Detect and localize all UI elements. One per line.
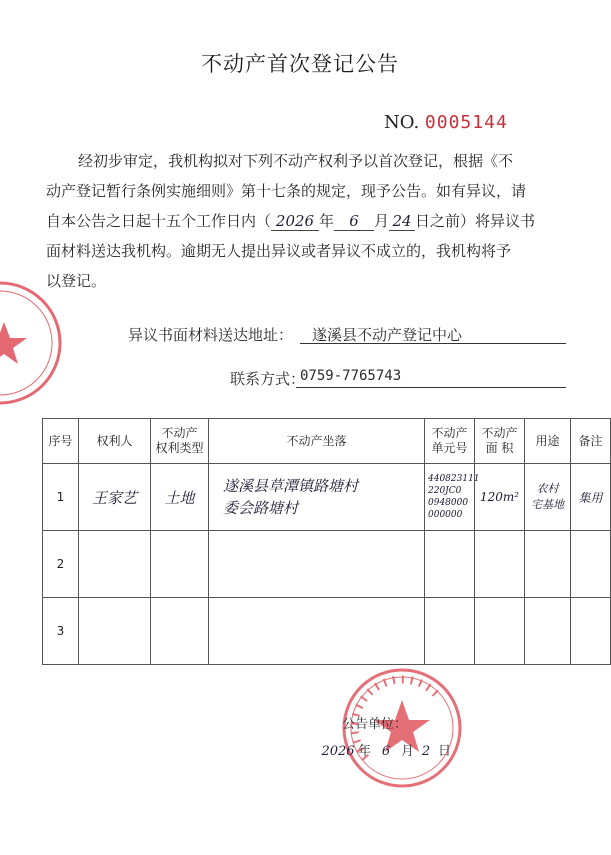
row-right-type — [151, 598, 209, 665]
header-area — [475, 419, 525, 464]
deadline-month-char: 月 — [374, 212, 390, 230]
row-unit-no-l2: 220JC0 — [428, 486, 462, 496]
row-location-l1: 遂溪县草潭镇路塘村 — [223, 477, 359, 495]
header-unit-no — [425, 419, 475, 464]
contact-label: 联系方式： — [230, 370, 306, 388]
issuer-label: 公告单位： — [342, 717, 408, 732]
issue-year: 2026 — [321, 744, 355, 759]
row-right-type: 土地 — [151, 464, 209, 531]
header-unit-no-l2: 单元号 — [431, 441, 468, 455]
issue-month-char: 月 — [401, 744, 415, 759]
row-location — [209, 531, 425, 598]
notice-deadline-prefix: 自本公告之日起十五个工作日内（ — [46, 212, 272, 230]
document-number-label: NO. — [384, 112, 420, 133]
table-row — [43, 464, 611, 531]
row-use-l2: 宅基地 — [531, 498, 564, 511]
row-unit-no-l1: 440823111 — [428, 474, 480, 484]
row-location-l2: 委会路塘村 — [223, 499, 299, 517]
row-holder — [79, 531, 151, 598]
row-no: 3 — [43, 598, 79, 665]
row-unit-no-l3: 0948000 — [428, 498, 469, 508]
header-right-type-l2: 权利类型 — [155, 441, 204, 455]
row-note — [571, 598, 611, 665]
issue-date — [318, 740, 451, 759]
row-no: 1 — [43, 464, 79, 531]
row-note: 集用 — [571, 464, 611, 531]
row-use-l1: 农村 — [536, 482, 559, 495]
header-location: 不动产坐落 — [209, 419, 425, 464]
property-table — [42, 418, 611, 665]
row-use — [525, 464, 571, 531]
row-area: 120m² — [475, 464, 525, 531]
header-area-l2: 面 积 — [485, 441, 514, 455]
issue-year-char: 年 — [358, 744, 372, 759]
row-area — [475, 531, 525, 598]
row-area — [475, 598, 525, 665]
row-use — [525, 598, 571, 665]
issue-month: 6 — [381, 744, 391, 759]
document-number-value: 0005144 — [424, 112, 508, 133]
header-no: 序号 — [43, 419, 79, 464]
document-number — [384, 112, 508, 133]
official-seal-left — [0, 278, 66, 408]
table-row — [43, 531, 611, 598]
header-note: 备注 — [571, 419, 611, 464]
header-holder: 权利人 — [79, 419, 151, 464]
address-value: 遂溪县不动产登记中心 — [312, 326, 463, 344]
row-unit-no-l4: 000000 — [428, 510, 463, 520]
row-location — [209, 598, 425, 665]
header-unit-no-l1: 不动产 — [431, 426, 468, 440]
deadline-day: 24 — [389, 212, 415, 231]
notice-line-5: 以登记。 — [46, 272, 107, 290]
deadline-month: 6 — [334, 212, 374, 231]
contact-value: 0759-7765743 — [300, 368, 402, 384]
row-unit-no — [425, 464, 480, 531]
issue-day-char: 日 — [438, 744, 452, 759]
header-right-type — [151, 419, 209, 464]
notice-line-3 — [46, 210, 535, 231]
notice-line-4: 面材料送达我机构。逾期无人提出异议或者异议不成立的，我机构将予 — [46, 242, 512, 260]
deadline-year-char: 年 — [319, 212, 335, 230]
header-right-type-l1: 不动产 — [161, 426, 198, 440]
header-area-l1: 不动产 — [481, 426, 518, 440]
table-header-row — [43, 419, 611, 464]
row-location — [209, 464, 425, 531]
notice-deadline-suffix: 日之前）将异议书 — [415, 212, 536, 230]
issue-day: 2 — [421, 744, 431, 759]
deadline-year: 2026 — [271, 212, 319, 231]
row-no: 2 — [43, 531, 79, 598]
contact-underline — [296, 387, 566, 388]
table-row — [43, 598, 611, 665]
address-label: 异议书面材料送达地址： — [128, 326, 294, 344]
notice-line-1: 经初步审定，我机构拟对下列不动产权利予以首次登记，根据《不 — [78, 152, 514, 170]
row-holder: 王家艺 — [79, 464, 151, 531]
row-holder — [79, 598, 151, 665]
row-right-type — [151, 531, 209, 598]
row-use — [525, 531, 571, 598]
address-underline — [300, 343, 566, 344]
notice-line-2: 动产登记暂行条例实施细则》第十七条的规定，现予公告。如有异议，请 — [46, 182, 527, 200]
row-unit-no — [425, 531, 475, 598]
row-unit-no — [425, 598, 475, 665]
header-use: 用途 — [525, 419, 571, 464]
row-note — [571, 531, 611, 598]
document-title: 不动产首次登记公告 — [201, 52, 399, 76]
